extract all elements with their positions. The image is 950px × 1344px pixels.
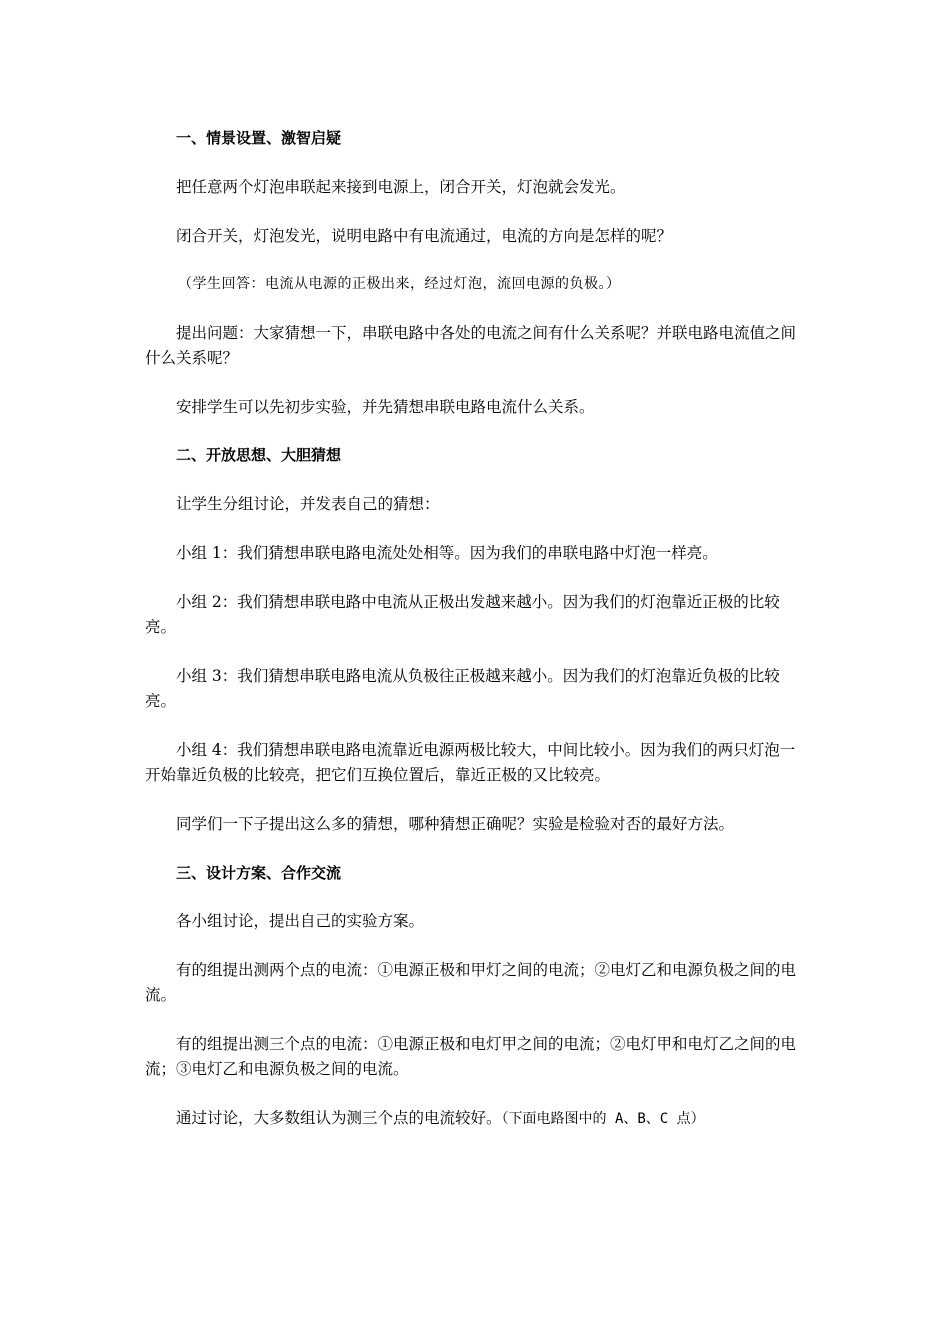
conclusion-text: 通过讨论，大多数组认为测三个点的电流较好。 [176,1109,502,1127]
section-heading-1: 一、情景设置、激智启疑 [176,129,342,147]
paragraph: 把任意两个灯泡串联起来接到电源上，闭合开关，灯泡就会发光。 [176,178,626,196]
plan-two-points: 有的组提出测两个点的电流：①电源正极和甲灯之间的电流；②电灯乙和电源负极之间的电流。 [145,961,797,1004]
paragraph: 各小组讨论，提出自己的实验方案。 [176,912,425,930]
section-heading-3: 三、设计方案、合作交流 [176,864,342,882]
paragraph: 安排学生可以先初步实验，并先猜想串联电路电流什么关系。 [176,398,595,416]
group-guess-3: 小组 3：我们猜想串联电路电流从负极往正极越来越小。因为我们的灯泡靠近负极的比较亮。 [145,667,780,710]
paragraph: 闭合开关，灯泡发光，说明电路中有电流通过，电流的方向是怎样的呢？ [176,227,673,245]
paragraph: 提出问题：大家猜想一下，串联电路中各处的电流之间有什么关系呢？并联电路电流值之间什么关系呢？ [145,324,797,367]
group-guess-1: 小组 1：我们猜想串联电路电流处处相等。因为我们的串联电路中灯泡一样亮。 [176,544,718,562]
circuit-points-note: （下面电路图中的 A、B、C 点） [501,1111,705,1127]
group-guess-4: 小组 4：我们猜想串联电路电流靠近电源两极比较大，中间比较小。因为我们的两只灯泡一开始靠近负极的比较亮，把它们互换位置后，靠近正极的又比较亮。 [145,741,796,784]
student-answer: （学生回答：电流从电源的正极出来，经过灯泡，流回电源的负极。） [178,276,621,292]
group-guess-2: 小组 2：我们猜想串联电路中电流从正极出发越来越小。因为我们的灯泡靠近正极的比较亮。 [145,593,780,636]
paragraph-conclusion [145,1106,810,1132]
paragraph: 同学们一下子提出这么多的猜想，哪种猜想正确呢？实验是检验对否的最好方法。 [176,815,735,833]
plan-three-points: 有的组提出测三个点的电流：①电源正极和电灯甲之间的电流；②电灯甲和电灯乙之间的电流；③电灯乙和电源负极之间的电流。 [145,1035,797,1078]
paragraph: 让学生分组讨论，并发表自己的猜想： [176,495,440,513]
section-heading-2: 二、开放思想、大胆猜想 [176,446,342,464]
